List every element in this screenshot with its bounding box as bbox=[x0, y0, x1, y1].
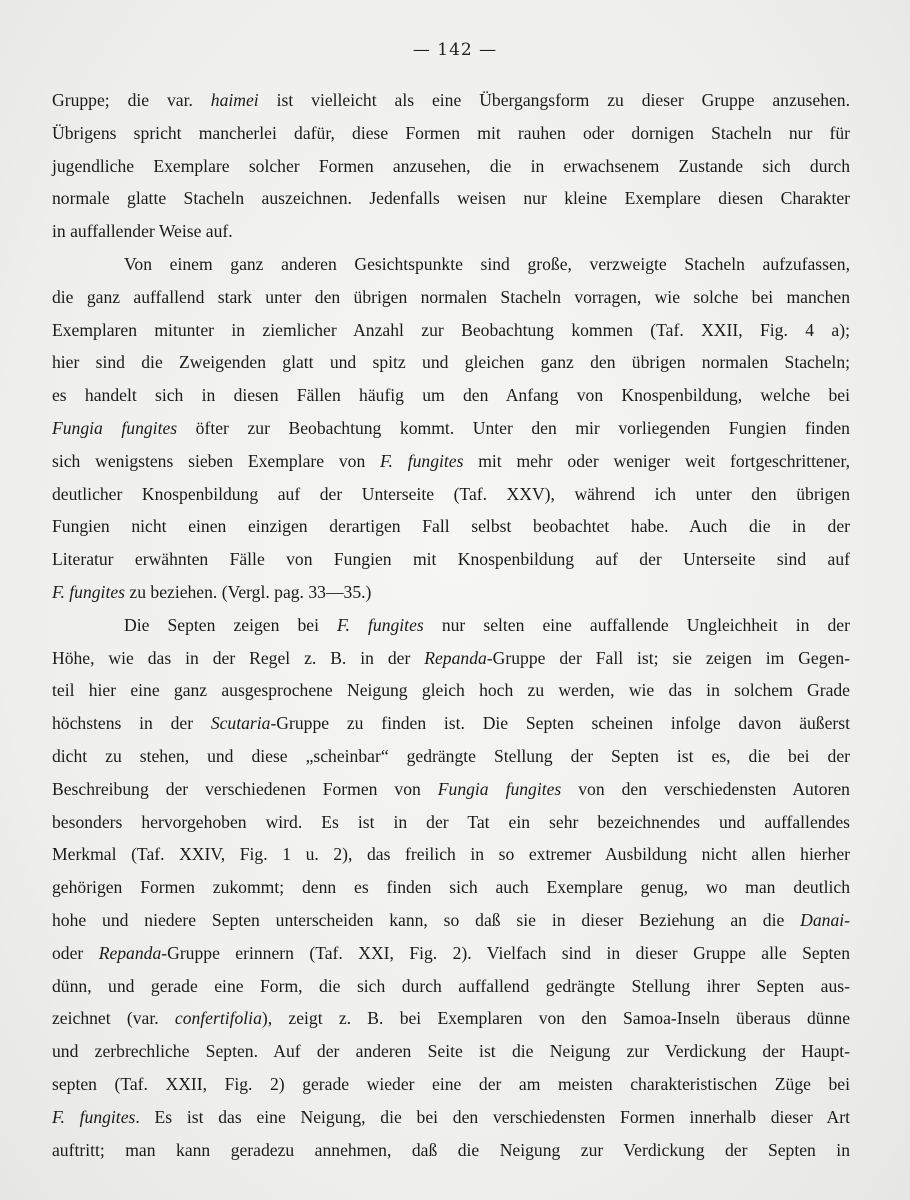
text-line bbox=[52, 904, 850, 937]
italic-term: F. fungites bbox=[337, 614, 424, 635]
text-line bbox=[52, 838, 850, 871]
text-line bbox=[52, 1035, 850, 1068]
text-run: Beschreibung der verschiedenen Formen von bbox=[52, 778, 438, 799]
text-run: dünn, und gerade eine Form, die sich durch auffallend gedrängte Stellung ihrer Septen aus- bbox=[52, 975, 850, 996]
text-line bbox=[52, 478, 850, 511]
text-line bbox=[52, 1134, 850, 1167]
italic-term: F. fungites bbox=[380, 450, 464, 471]
text-run: oder bbox=[52, 942, 99, 963]
text-run: gehörigen Formen zukommt; denn es finden sich auch Exemplare genug, wo man deutlich bbox=[52, 877, 850, 898]
text-run: Merkmal (Taf. XXIV, Fig. 1 u. 2), das freilich in so extremer Ausbildung nicht allen hierher bbox=[52, 844, 850, 865]
text-run: Literatur erwähnten Fälle von Fungien mit Knospenbildung auf der Unterseite sind auf bbox=[52, 549, 850, 570]
italic-term: Fungia fungites bbox=[437, 778, 562, 799]
text-run: ), zeigt z. B. bei Exemplaren von den Samoa-Inseln überaus dünne bbox=[261, 1008, 851, 1029]
text-run: jugendliche Exemplare solcher Formen anzusehen, die in erwachsenem Zustande sich durch bbox=[52, 155, 850, 176]
text-run: zeichnet (var. bbox=[52, 1008, 175, 1029]
text-line bbox=[52, 937, 850, 970]
text-run: auftritt; man kann geradezu annehmen, daß die Neigung zur Verdickung der Septen in bbox=[52, 1139, 850, 1160]
text-run: Gruppe; die var. bbox=[52, 90, 211, 110]
text-line bbox=[52, 281, 850, 314]
text-run: öfter zur Beobachtung kommt. Unter den mir vorliegenden Fungien finden bbox=[177, 417, 850, 438]
italic-term: Repanda bbox=[98, 942, 162, 963]
text-run: normale glatte Stacheln auszeichnen. Jedenfalls weisen nur kleine Exemplare diesen Charakter bbox=[52, 188, 850, 209]
text-line bbox=[52, 707, 850, 740]
body-text bbox=[52, 84, 850, 1166]
text-run: hier sind die Zweigenden glatt und spitz und gleichen ganz den übrigen normalen Stacheln; bbox=[52, 352, 850, 373]
text-line bbox=[52, 609, 850, 642]
text-run: höchstens in der bbox=[52, 713, 211, 734]
text-run: Höhe, wie das in der Regel z. B. in der bbox=[52, 647, 425, 668]
text-run: Die Septen zeigen bei bbox=[124, 614, 338, 635]
text-line bbox=[52, 576, 850, 609]
text-run: deutlicher Knospenbildung auf der Unterseite (Taf. XXV), während ich unter den übrigen bbox=[52, 483, 850, 504]
text-line bbox=[52, 215, 850, 248]
page-number: — 142 — bbox=[412, 40, 498, 60]
text-line bbox=[52, 674, 850, 707]
text-line bbox=[52, 1101, 850, 1134]
text-line bbox=[52, 806, 850, 839]
text-run: ist vielleicht als eine Übergangsform zu dieser Gruppe anzusehen. bbox=[258, 90, 851, 110]
text-line bbox=[52, 543, 850, 576]
text-run: nur selten eine auffallende Ungleichheit in der bbox=[423, 614, 850, 635]
text-line bbox=[52, 740, 850, 773]
text-line bbox=[52, 379, 850, 412]
text-run: -Gruppe erinnern (Taf. XXI, Fig. 2). Vielfach sind in dieser Gruppe alle Septen bbox=[161, 942, 850, 963]
text-line bbox=[52, 1002, 850, 1035]
italic-term: Fungia fungites bbox=[52, 417, 178, 438]
italic-term: F. fungites bbox=[52, 1106, 136, 1127]
text-run: Exemplaren mitunter in ziemlicher Anzahl zur Beobachtung kommen (Taf. XXII, Fig. 4 a); bbox=[52, 319, 850, 340]
text-run: teil hier eine ganz ausgesprochene Neigung gleich hoch zu werden, wie das in solchem Grade bbox=[52, 680, 850, 701]
text-run: -Gruppe der Fall ist; sie zeigen im Gegen- bbox=[486, 647, 851, 668]
text-run: -Gruppe zu finden ist. Die Septen scheinen infolge davon äußerst bbox=[270, 713, 850, 734]
text-line bbox=[52, 773, 850, 806]
text-line bbox=[52, 412, 850, 445]
text-run: die ganz auffallend stark unter den übrigen normalen Stacheln vorragen, wie solche bei manchen bbox=[52, 286, 850, 307]
text-line bbox=[52, 970, 850, 1003]
text-line bbox=[52, 117, 850, 150]
text-line bbox=[52, 445, 850, 478]
text-run: und zerbrechliche Septen. Auf der anderen Seite ist die Neigung zur Verdickung der Haupt- bbox=[52, 1041, 850, 1062]
text-run: septen (Taf. XXII, Fig. 2) gerade wieder eine der am meisten charakteristischen Züge bei bbox=[52, 1073, 850, 1094]
text-run: Von einem ganz anderen Gesichtspunkte sind große, verzweigte Stacheln aufzufassen, bbox=[124, 253, 850, 274]
text-run: dicht zu stehen, und diese „scheinbar“ gedrängte Stellung der Septen ist es, die bei der bbox=[52, 745, 850, 766]
text-run: Übrigens spricht mancherlei dafür, diese Formen mit rauhen oder dornigen Stacheln nur für bbox=[52, 122, 850, 143]
text-run: sich wenigstens sieben Exemplare von bbox=[52, 450, 381, 471]
italic-term: Scutaria bbox=[210, 713, 271, 734]
text-run: besonders hervorgehoben wird. Es ist in der Tat ein sehr bezeichnendes und auffallendes bbox=[52, 811, 850, 832]
text-run: hohe und niedere Septen unterscheiden kann, so daß sie in dieser Beziehung an die bbox=[52, 909, 801, 930]
text-run: mit mehr oder weniger weit fortgeschrittener, bbox=[463, 450, 850, 471]
text-line bbox=[52, 150, 850, 183]
text-line bbox=[52, 871, 850, 904]
text-run: Fungien nicht einen einzigen derartigen Fall selbst beobachtet habe. Auch die in der bbox=[52, 516, 850, 537]
text-line bbox=[52, 510, 850, 543]
text-line bbox=[52, 1068, 850, 1101]
italic-term: confertifolia bbox=[174, 1008, 262, 1029]
text-run: . Es ist das eine Neigung, die bei den verschiedensten Formen innerhalb dieser Art bbox=[135, 1106, 850, 1127]
text-run: in auffallender Weise auf. bbox=[52, 221, 233, 242]
text-line bbox=[52, 314, 850, 347]
text-run: zu beziehen. (Vergl. pag. 33—35.) bbox=[125, 581, 372, 602]
text-line bbox=[52, 84, 850, 117]
text-run: von den verschiedensten Autoren bbox=[561, 778, 850, 799]
italic-term: Danai- bbox=[800, 909, 850, 930]
text-run: es handelt sich in diesen Fällen häufig um den Anfang von Knospenbildung, welche bei bbox=[52, 385, 850, 406]
italic-term: Repanda bbox=[424, 647, 487, 668]
text-line bbox=[52, 642, 850, 675]
text-line bbox=[52, 182, 850, 215]
italic-term: F. fungites bbox=[52, 581, 125, 602]
italic-term: haimei bbox=[210, 90, 259, 110]
text-line bbox=[52, 248, 850, 281]
text-line bbox=[52, 346, 850, 379]
